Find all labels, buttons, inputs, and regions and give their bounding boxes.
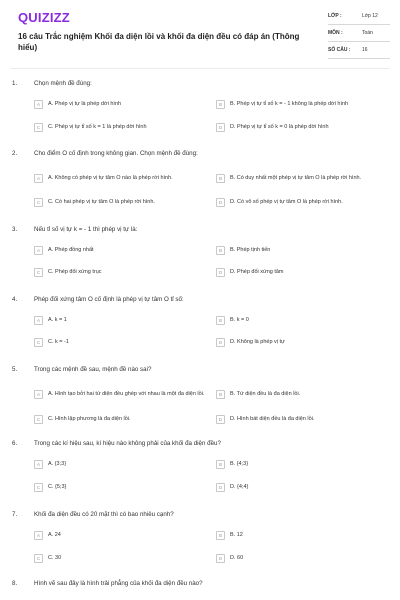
option-a[interactable]	[34, 527, 210, 543]
option-text: B. Có duy nhất một phép vị tự tâm O là phép rời hình.	[230, 174, 362, 181]
meta-value: 16	[362, 47, 368, 53]
option-letter-box: D	[216, 268, 225, 277]
option-d[interactable]	[216, 194, 386, 210]
option-letter-box: D	[216, 483, 225, 492]
question-number: 6.	[12, 440, 18, 447]
option-a[interactable]	[34, 96, 210, 112]
option-letter-box: D	[216, 415, 225, 424]
option-c[interactable]	[34, 550, 210, 566]
option-letter-box: B	[216, 100, 225, 109]
option-letter-box: D	[216, 554, 225, 563]
option-d[interactable]	[216, 334, 386, 350]
option-letter-box: D	[216, 198, 225, 207]
question-number: 5.	[12, 366, 18, 373]
option-letter-box: A	[34, 100, 43, 109]
question-number: 8.	[12, 580, 18, 587]
option-letter-box: C	[34, 338, 43, 347]
option-b[interactable]	[216, 168, 386, 188]
option-b[interactable]	[216, 384, 386, 404]
option-d[interactable]	[216, 479, 386, 495]
option-letter-box: A	[34, 390, 43, 399]
option-text: A. k = 1	[48, 316, 67, 323]
option-a[interactable]	[34, 168, 210, 188]
option-text: C. Có hai phép vị tự tâm O là phép rời hình.	[48, 198, 155, 205]
option-letter-box: B	[216, 460, 225, 469]
option-d[interactable]	[216, 550, 386, 566]
quizizz-logo: QUIZIZZ	[18, 10, 70, 25]
meta-label: SỐ CÂU :	[328, 47, 351, 53]
option-a[interactable]	[34, 456, 210, 472]
question-text: Trong các kí hiệu sau, kí hiệu nào không phải của khối đa diện đều?	[34, 440, 221, 447]
document-header	[0, 0, 400, 66]
option-d[interactable]	[216, 119, 386, 135]
option-a[interactable]	[34, 242, 210, 258]
meta-table	[328, 8, 390, 59]
option-c[interactable]	[34, 334, 210, 350]
option-letter-box: D	[216, 338, 225, 347]
option-letter-box: C	[34, 554, 43, 563]
question-text: Nếu tỉ số vị tự k = - 1 thì phép vị tự là:	[34, 226, 138, 233]
option-letter-box: B	[216, 316, 225, 325]
option-letter-box: A	[34, 460, 43, 469]
option-text: B. Phép vị tự tỉ số k = - 1 không là phép dời hình	[230, 100, 349, 107]
option-b[interactable]	[216, 527, 386, 543]
option-b[interactable]	[216, 456, 386, 472]
option-text: B. k = 0	[230, 316, 249, 323]
option-d[interactable]	[216, 411, 386, 427]
option-text: D. Không là phép vị tự	[230, 338, 285, 345]
option-text: C. Phép vị tự tỉ số k = 1 là phép dời hình	[48, 123, 147, 130]
question-number: 3.	[12, 226, 18, 233]
meta-value: Lớp 12	[362, 13, 378, 19]
question-text: Hình vẽ sau đây là hình trải phẳng của khối đa diện đều nào?	[34, 580, 203, 587]
option-letter-box: B	[216, 390, 225, 399]
option-text: D. Hình bát diện đều là đa diện lồi.	[230, 415, 315, 422]
option-text: B. Tứ diện đều là đa diện lồi.	[230, 390, 301, 397]
option-text: A. {3;3}	[48, 460, 67, 467]
header-divider	[10, 68, 390, 69]
option-c[interactable]	[34, 479, 210, 495]
option-letter-box: C	[34, 415, 43, 424]
option-text: B. Phép tịnh tiến	[230, 246, 271, 253]
option-c[interactable]	[34, 411, 210, 427]
option-text: A. Không có phép vị tự tâm O nào là phép rời hình.	[48, 174, 173, 181]
document-title: 16 câu Trắc nghiệm Khối đa diện lồi và khối đa diện đều có đáp án (Thông hiểu)	[18, 32, 300, 52]
option-text: C. {5;3}	[48, 483, 67, 490]
option-letter-box: A	[34, 246, 43, 255]
option-letter-box: A	[34, 316, 43, 325]
option-text: A. Hình tạo bởi hai tứ diện đều ghép với nhau là một đa diện lồi.	[48, 390, 205, 397]
option-text: D. {4;4}	[230, 483, 249, 490]
option-letter-box: B	[216, 246, 225, 255]
option-text: A. Phép đồng nhất	[48, 246, 94, 253]
option-letter-box: C	[34, 123, 43, 132]
question-number: 2.	[12, 150, 18, 157]
question-text: Cho điểm O cố định trong không gian. Chọn mệnh đề đúng:	[34, 150, 198, 157]
meta-label: MÔN :	[328, 30, 343, 36]
option-text: D. 60	[230, 554, 244, 561]
option-text: D. Có vô số phép vị tự tâm O là phép rời hình.	[230, 198, 343, 205]
option-a[interactable]	[34, 312, 210, 328]
option-letter-box: C	[34, 198, 43, 207]
option-a[interactable]	[34, 384, 210, 404]
option-text: C. k = -1	[48, 338, 69, 345]
question-number: 4.	[12, 296, 18, 303]
option-c[interactable]	[34, 264, 210, 280]
option-letter-box: C	[34, 483, 43, 492]
option-letter-box: B	[216, 531, 225, 540]
option-text: C. Phép đối xứng trục	[48, 268, 102, 275]
option-text: A. Phép vị tự là phép dời hình	[48, 100, 122, 107]
option-letter-box: D	[216, 123, 225, 132]
option-c[interactable]	[34, 119, 210, 135]
option-text: B. {4;3}	[230, 460, 249, 467]
option-text: A. 24	[48, 531, 61, 538]
question-text: Trong các mệnh đề sau, mệnh đề nào sai?	[34, 366, 152, 373]
option-c[interactable]	[34, 194, 210, 210]
option-text: C. Hình lập phương là đa diện lồi.	[48, 415, 131, 422]
question-text: Khối đa diện đều có 20 mặt thì có bao nhiêu cạnh?	[34, 511, 174, 518]
option-letter-box: C	[34, 268, 43, 277]
option-text: D. Phép đối xứng tâm	[230, 268, 284, 275]
option-letter-box: A	[34, 531, 43, 540]
option-text: C. 30	[48, 554, 62, 561]
option-b[interactable]	[216, 312, 386, 328]
option-letter-box: B	[216, 174, 225, 183]
meta-row-count	[328, 42, 390, 59]
option-b[interactable]	[216, 96, 386, 112]
option-text: D. Phép vị tự tỉ số k = 0 là phép dời hình	[230, 123, 329, 130]
option-d[interactable]	[216, 264, 386, 280]
meta-row-class	[328, 8, 390, 25]
question-number: 1.	[12, 80, 18, 87]
option-letter-box: A	[34, 174, 43, 183]
question-text: Chọn mệnh đề đúng:	[34, 80, 92, 87]
meta-value: Toán	[362, 30, 373, 36]
question-number: 7.	[12, 511, 18, 518]
option-text: B. 12	[230, 531, 243, 538]
meta-label: LỚP :	[328, 13, 342, 19]
meta-row-subject	[328, 25, 390, 42]
option-b[interactable]	[216, 242, 386, 258]
question-text: Phép đối xứng tâm O cố định là phép vị tự tâm O tỉ số:	[34, 296, 184, 303]
